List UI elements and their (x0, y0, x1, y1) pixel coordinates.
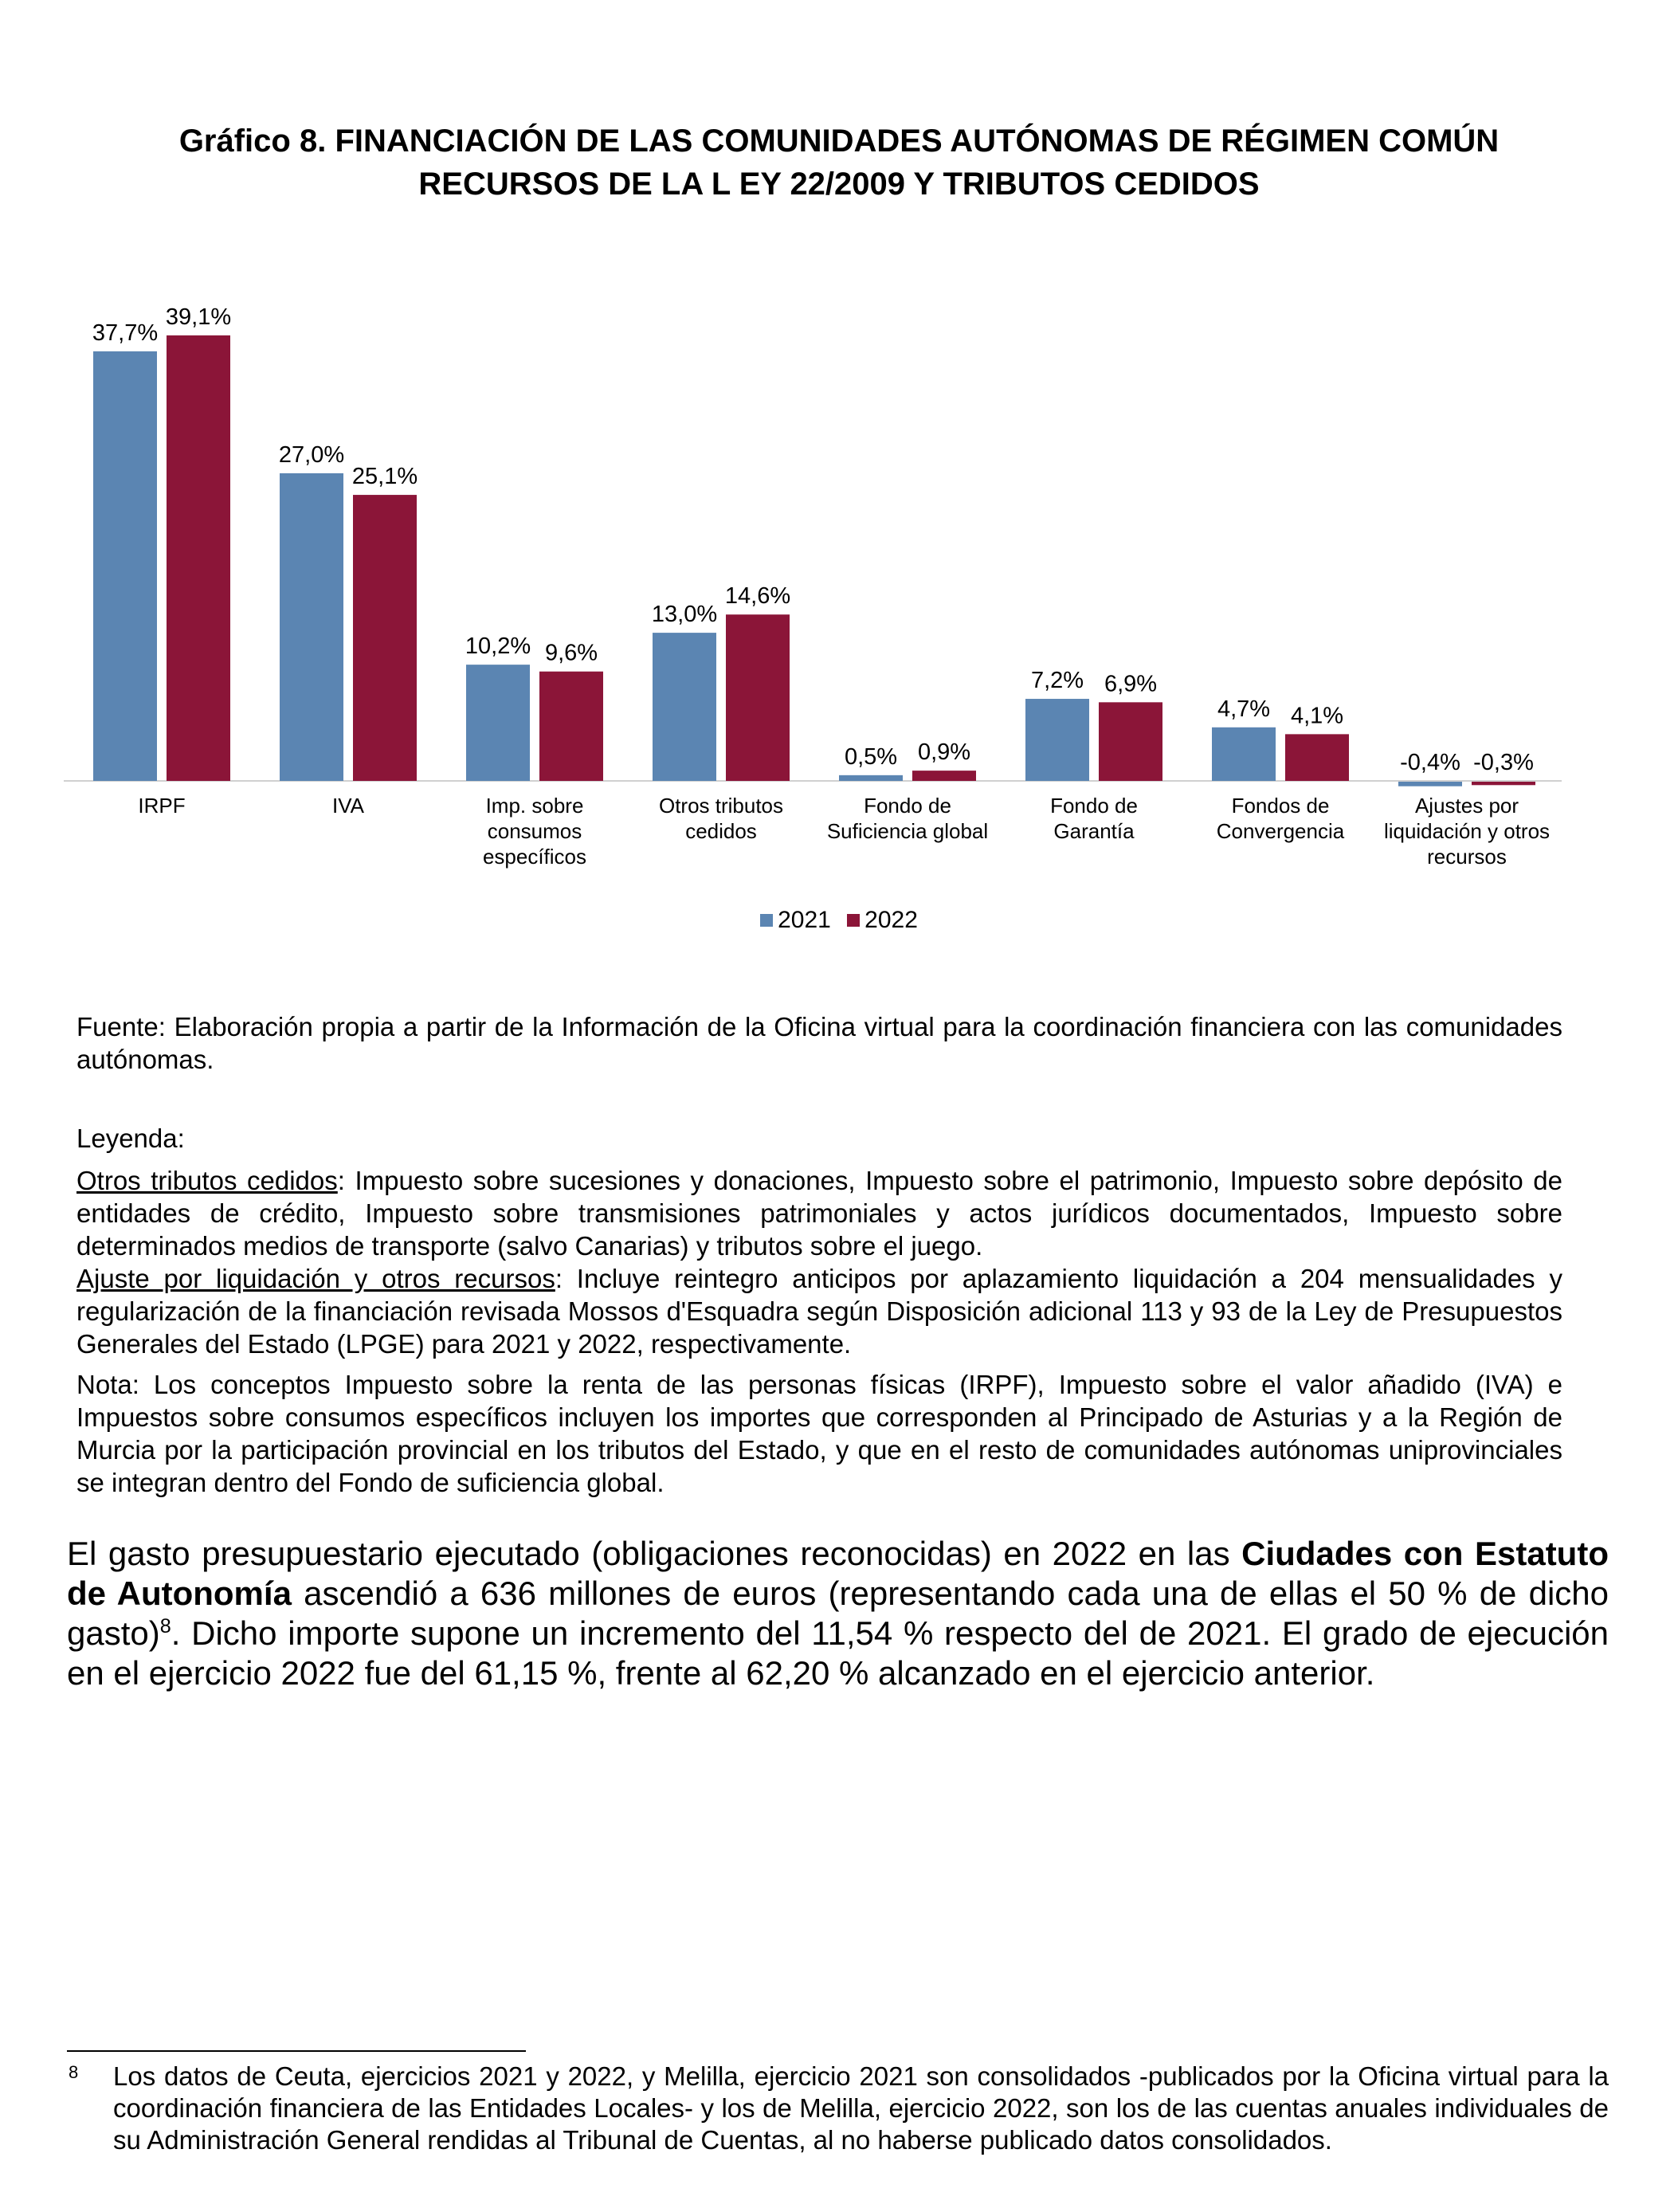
bar-2021-5 (1025, 699, 1089, 781)
bar-2021-0 (93, 351, 157, 781)
body-text-1: El gasto presupuestario ejecutado (obligaciones reconocidas) en 2022 en las (67, 1535, 1242, 1572)
category-label-3-0: Otros tributos (658, 794, 784, 818)
leyenda-label: Leyenda: (76, 1124, 185, 1153)
data-label-2021-3: 13,0% (651, 602, 718, 628)
data-label-2021-1: 27,0% (278, 441, 345, 468)
category-label-2-2: específicos (482, 845, 587, 869)
legend-swatch-2022 (847, 914, 860, 927)
legend-notes (76, 1122, 1562, 1499)
chart-legend (0, 907, 1678, 934)
bar-2021-6 (1212, 728, 1276, 781)
data-label-2021-4: 0,5% (844, 743, 898, 770)
category-label-2-1: consumos (487, 819, 582, 843)
bar-chart (64, 279, 1578, 884)
category-label-4-0: Fondo de (864, 794, 951, 818)
body-paragraph (67, 1534, 1609, 1693)
category-label-5-1: Garantía (1053, 819, 1135, 843)
ajuste-text: : Incluye reintegro anticipos por aplazamiento liquidación a 204 mensualidades y regularización de la financiación revisada Mossos d'Esquadra según Disposición adicional 113 y 93 de la Ley de Presupuestos Generales del Estado (LPGE) para 2021 y 2022, respectivamente. (76, 1264, 1562, 1359)
source-text: Fuente: Elaboración propia a partir de la Información de la Oficina virtual para la coordinación financiera con las comunidades autónomas. (76, 1012, 1562, 1074)
bar-2021-4 (839, 775, 903, 781)
category-label-4-1: Suficiencia global (826, 819, 989, 843)
ajuste-definition (76, 1262, 1562, 1360)
data-label-2022-0: 39,1% (165, 304, 232, 330)
legend-item-2021 (760, 907, 831, 934)
category-label-6-1: Convergencia (1216, 819, 1345, 843)
category-label-1-0: IVA (332, 794, 364, 818)
chart-title-line-2: RECURSOS DE LA L EY 22/2009 Y TRIBUTOS CEDIDOS (418, 167, 1260, 202)
category-label-7-0: Ajustes por (1414, 794, 1519, 818)
category-label-7-2: recursos (1427, 845, 1507, 869)
category-label-0-0: IRPF (138, 794, 186, 818)
footnote-number: 8 (69, 2062, 79, 2082)
data-label-2022-4: 0,9% (917, 739, 971, 766)
data-label-2022-3: 14,6% (724, 583, 791, 610)
data-label-2021-6: 4,7% (1217, 696, 1271, 722)
ajuste-term: Ajuste por liquidación y otros recursos (76, 1264, 555, 1293)
category-label-6-0: Fondos de (1231, 794, 1330, 818)
data-label-2021-7: -0,4% (1400, 750, 1460, 775)
data-label-2021-5: 7,2% (1030, 668, 1084, 694)
bar-2022-3 (726, 614, 790, 781)
category-label-3-1: cedidos (685, 819, 757, 843)
nota-text: Nota: Los conceptos Impuesto sobre la renta de las personas físicas (IRPF), Impuesto sobre el valor añadido (IVA) e Impuestos sobre consumos específicos incluyen los importes que corresponden al Principado de Asturias y a la Región de Murcia por la participación provincial en los tributos del Estado, y que en el resto de comunidades autónomas uniprovinciales se integran dentro del Fondo de suficiencia global. (76, 1370, 1562, 1497)
otros-tributos-definition (76, 1164, 1562, 1262)
bar-2022-4 (912, 771, 976, 781)
bar-2022-1 (353, 495, 417, 781)
bar-2022-5 (1099, 702, 1162, 781)
otros-tributos-term: Otros tributos cedidos (76, 1166, 338, 1195)
body-text-2: ascendió a 636 millones de euros (representando cada una de ellas el 50 % de dicho gasto) (67, 1575, 1609, 1652)
data-label-2022-7: -0,3% (1473, 750, 1534, 775)
category-label-7-1: liquidación y otros (1383, 819, 1551, 843)
data-label-2022-2: 9,6% (544, 640, 598, 666)
legend-label-2021: 2021 (778, 907, 831, 933)
category-label-2-0: Imp. sobre (485, 794, 584, 818)
body-bold-term: Ciudades con Estatuto de Autonomía (67, 1535, 1609, 1612)
otros-tributos-text: : Impuesto sobre sucesiones y donaciones, Impuesto sobre el patrimonio, Impuesto sobre depósito de entidades de crédito, Impuesto sobre transmisiones patrimoniales y actos jurídicos documentados, Impuesto sobre determinados medios de transporte (salvo Canarias) y tributos sobre el juego. (76, 1166, 1563, 1261)
bar-2022-7 (1472, 782, 1535, 785)
footnote-reference[interactable]: 8 (159, 1615, 171, 1637)
source-note (76, 1010, 1562, 1076)
legend-swatch-2021 (760, 914, 773, 927)
data-label-2022-6: 4,1% (1290, 703, 1344, 729)
legend-item-2022 (847, 907, 918, 934)
footnote-separator (67, 2050, 526, 2052)
bar-2021-2 (466, 665, 530, 781)
bar-2021-7 (1398, 782, 1462, 786)
data-label-2021-2: 10,2% (465, 633, 531, 660)
bar-2021-3 (653, 633, 716, 781)
category-label-5-0: Fondo de (1050, 794, 1138, 818)
body-text-3: . Dicho importe supone un incremento del 11,54 % respecto del de 2021. El grado de ejecución en el ejercicio 2022 fue del 61,15 %, frente al 62,20 % alcanzado en el ejercicio anterior. (67, 1614, 1609, 1692)
bar-2022-0 (167, 335, 230, 781)
bar-2022-2 (539, 672, 603, 781)
data-label-2022-5: 6,9% (1104, 671, 1158, 697)
footnote-text: Los datos de Ceuta, ejercicios 2021 y 2022, y Melilla, ejercicio 2021 son consolidados -publicados por la Oficina virtual para la coordinación financiera de las Entidades Locales- y los de Melilla, ejercicio 2022, son los de las cuentas anuales individuales de su Administración General rendidas al Tribunal de Cuentas, al no haberse publicado datos consolidados. (113, 2061, 1609, 2155)
legend-label-2022: 2022 (864, 907, 918, 933)
chart-title-line-1: Gráfico 8. FINANCIACIÓN DE LAS COMUNIDADES AUTÓNOMAS DE RÉGIMEN COMÚN (178, 124, 1500, 159)
data-label-2022-1: 25,1% (351, 464, 418, 490)
data-label-2021-0: 37,7% (92, 320, 159, 346)
bar-2021-1 (280, 473, 343, 781)
bar-2022-6 (1285, 734, 1349, 781)
